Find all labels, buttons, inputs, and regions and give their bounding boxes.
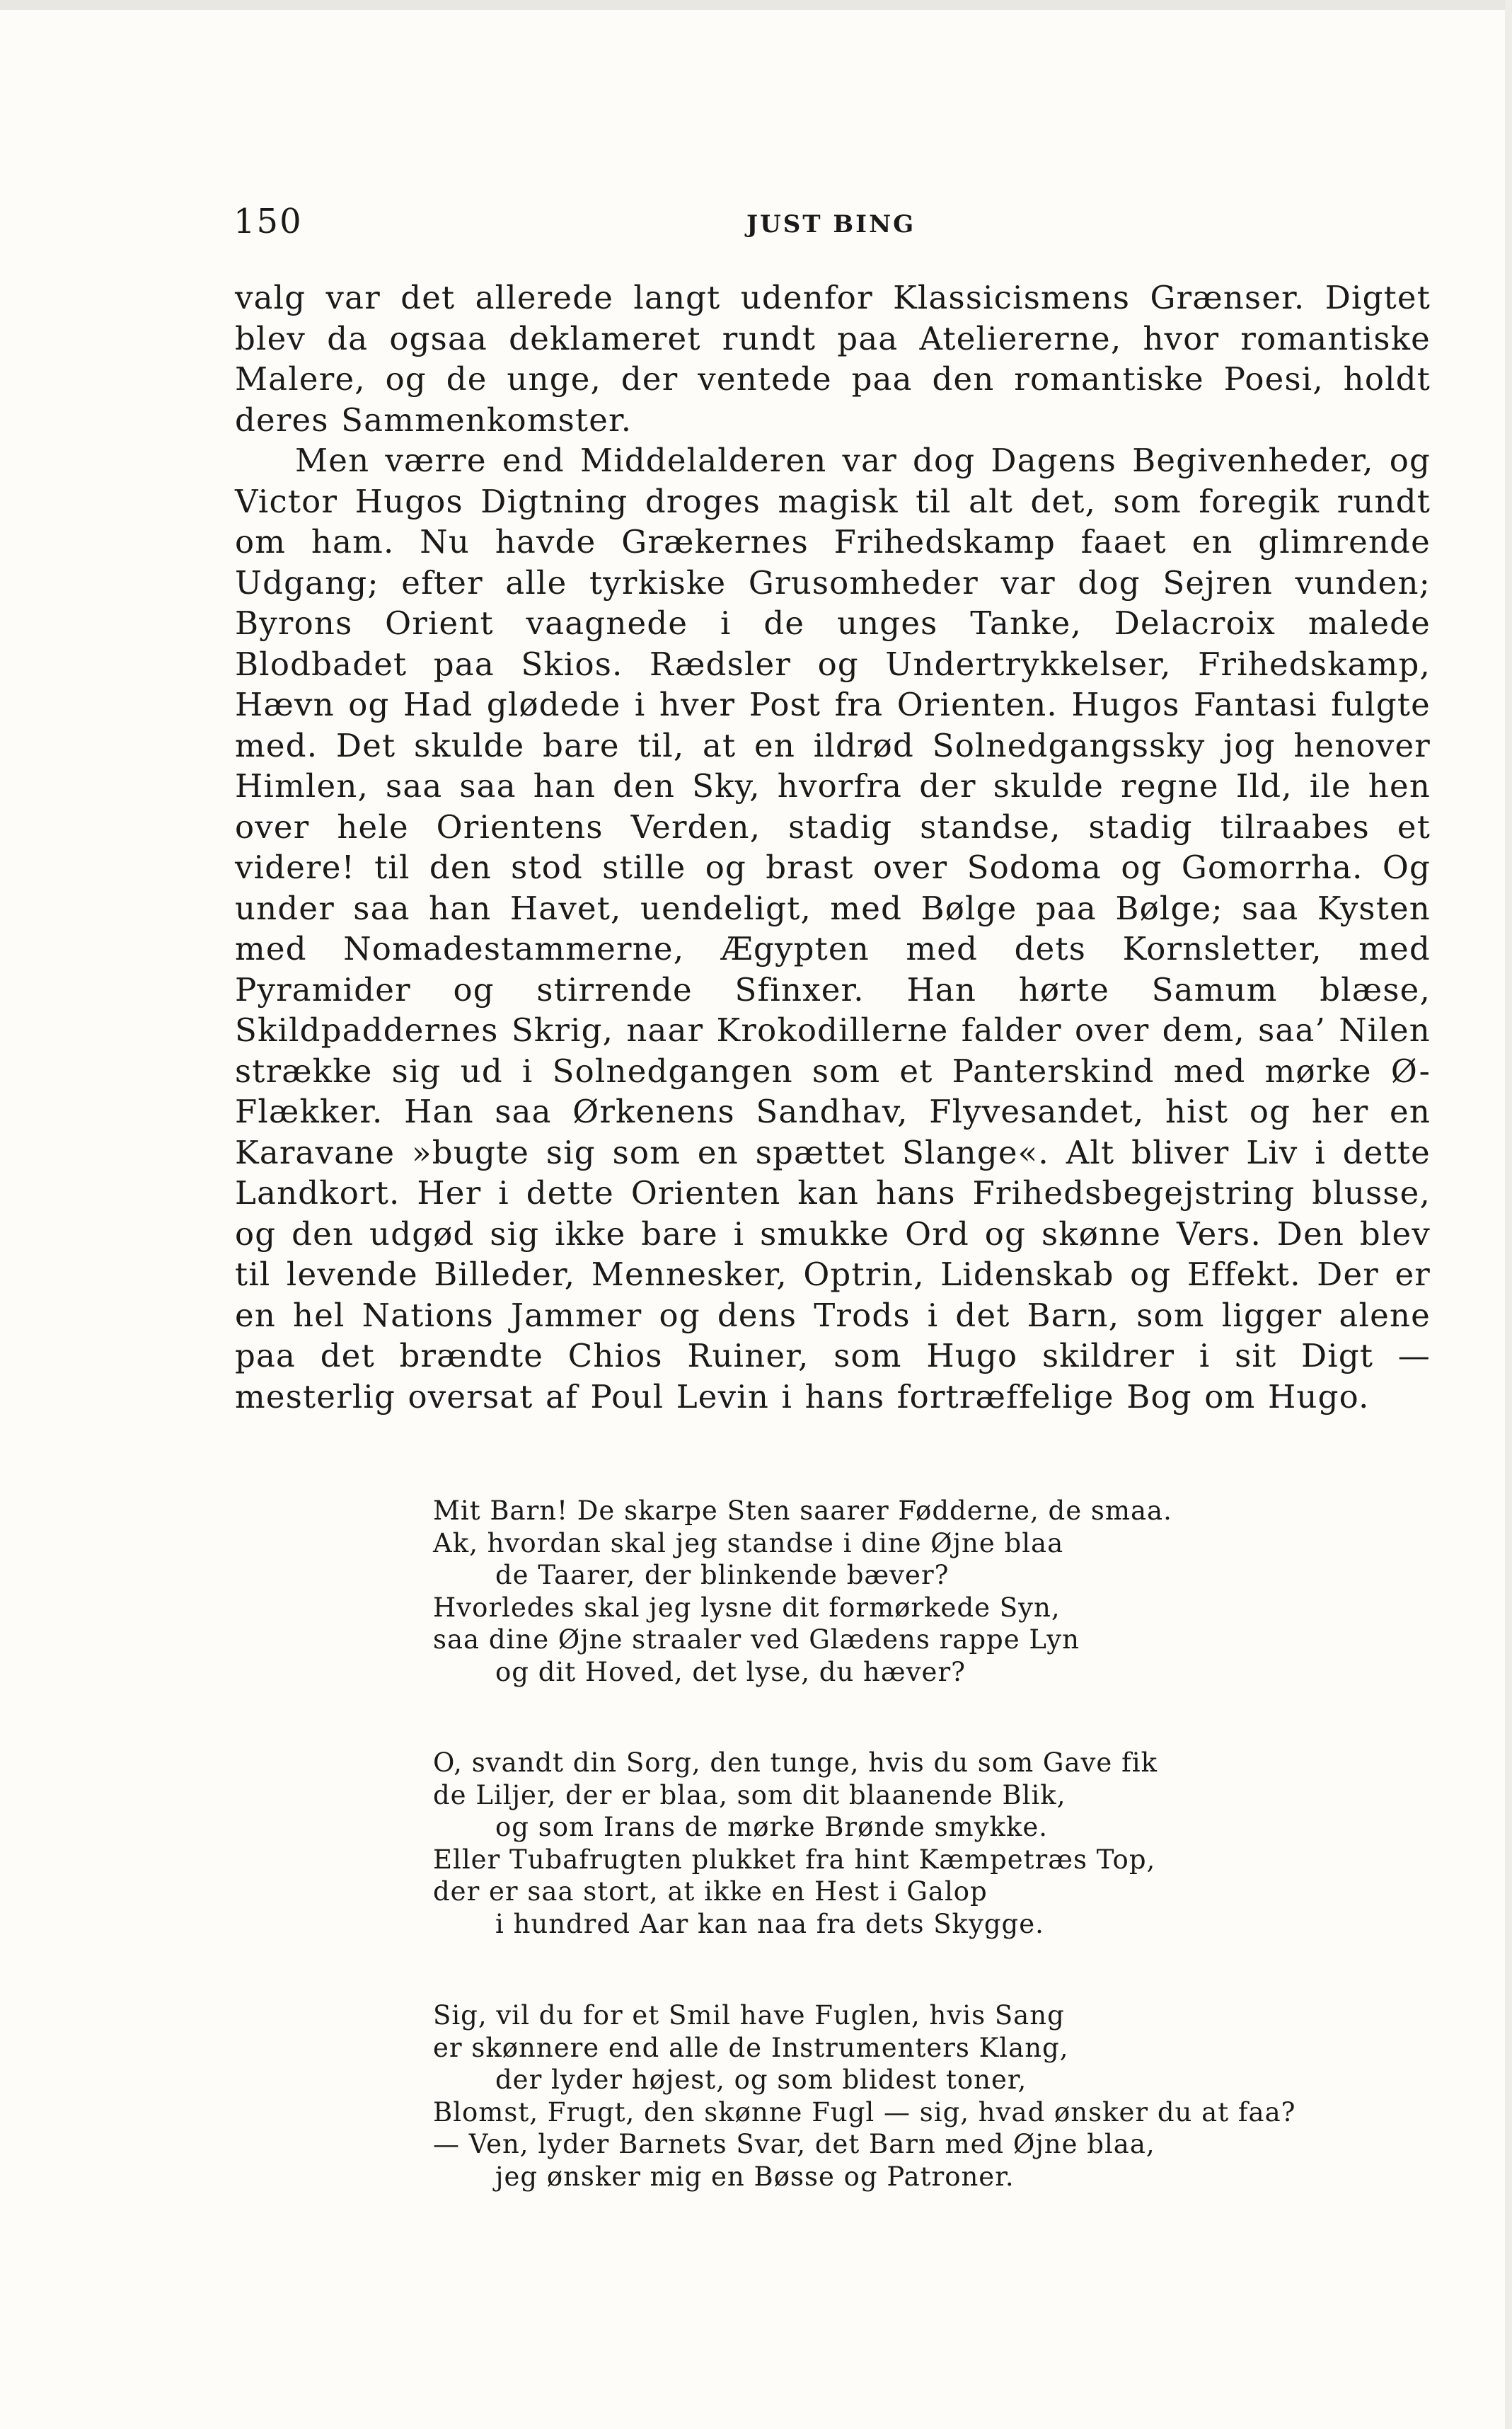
paragraph-2: Men værre end Middelalderen var dog Dagens Begivenheder, og Victor Hugos Digtning droges magisk til alt det, som foregik rundt om ham. Nu havde Grækernes Frihedskamp faaet en glimrende Udgang; efter alle tyrkiske Grusomheder var dog Sejren vunden; Byrons Orient vaagnede i de unges Tanke, Delacroix malede Blodbadet paa Skios. Rædsler og Undertrykkelser, Frihedskamp, Hævn og Had glødede i hver Post fra Orienten. Hugos Fantasi fulgte med. Det skulde bare til, at en ildrød Solnedgangssky jog henover Himlen, saa saa han den Sky, hvorfra der skulde regne Ild, ile hen over hele Orientens Verden, stadig standse, stadig tilraabes et videre! til den stod stille og brast over Sodoma og Gomorrha. Og under saa han Havet, uendeligt, med Bølge paa Bølge; saa Kysten med Nomadestammerne, Ægypten med dets Kornsletter, med Pyramider og stirrende Sfinxer. Han hørte Samum blæse, Skildpaddernes Skrig, naar Krokodillerne falder over dem, saa’ Nilen strække sig ud i Solnedgangen som et Panterskind med mørke Ø-Flækker. Han saa Ørkenens Sandhav, Flyvesandet, hist og her en Karavane »bugte sig som en spættet Slange«. Alt bliver Liv i dette Landkort. Her i dette Orienten kan hans Frihedsbegejstring blusse, og den udgød sig ikke bare i smukke Ord og skønne Vers. Den blev til levende Billeder, Mennesker, Optrin, Lidenskab og Effekt. Der er en hel Nations Jammer og dens Trods i det Barn, som ligger alene paa det brændte Chios Ruiner, som Hugo skildrer i sit Digt — mesterlig oversat af Poul Levin i hans fortræffelige Bog om Hugo.	[235, 442, 1431, 1416]
running-head	[233, 202, 1436, 244]
poem-line: saa dine Øjne straaler ved Glædens rappe Lyn	[433, 1624, 1080, 1655]
poem-line: — Ven, lyder Barnets Svar, det Barn med Øjne blaa,	[433, 2129, 1155, 2159]
poem-line-indented: og som Irans de mørke Brønde smykke.	[495, 1812, 1049, 1842]
poem-line: Eller Tubafrugten plukket fra hint Kæmpetræs Top,	[433, 1844, 1156, 1875]
body-text	[235, 277, 1431, 1417]
poem-line: er skønnere end alle de Instrumenters Klang,	[433, 2032, 1069, 2063]
poem-line-indented: i hundred Aar kan naa fra dets Skygge.	[495, 1908, 1044, 1939]
poem-line: Ak, hvordan skal jeg standse i dine Øjne blaa	[433, 1527, 1064, 1558]
poem-line-indented: jeg ønsker mig en Bøsse og Patroner.	[495, 2161, 1015, 2192]
poem-line: O, svandt din Sorg, den tunge, hvis du som Gave fik	[433, 1747, 1158, 1778]
poem-line: Hvorledes skal jeg lysne dit formørkede Syn,	[433, 1592, 1061, 1623]
poem-stanza-2	[433, 1747, 1445, 1940]
paragraph-1: valg var det allerede langt udenfor Klassicismens Grænser. Digtet blev da ogsaa deklameret rundt paa Ateliererne, hvor romantiske Malere, og de unge, der ventede paa den romantiske Poesi, holdt deres Sammenkomster.	[235, 279, 1431, 439]
page-edge-right	[1505, 0, 1512, 2429]
poem-line: Blomst, Frugt, den skønne Fugl — sig, hvad ønsker du at faa?	[433, 2096, 1296, 2127]
poem-line-indented: og dit Hoved, det lyse, du hæver?	[495, 1656, 966, 1687]
poem-line: Mit Barn! De skarpe Sten saarer Fødderne, de smaa.	[433, 1495, 1172, 1526]
poem-line: de Liljer, der er blaa, som dit blaanende Blik,	[433, 1779, 1066, 1810]
poem-stanza-3	[433, 1999, 1445, 2193]
page-number: 150	[233, 202, 303, 241]
running-title: JUST BING	[746, 210, 916, 239]
poem-line: Sig, vil du for et Smil have Fuglen, hvis Sang	[433, 2000, 1065, 2031]
poem-line: der er saa stort, at ikke en Hest i Galop	[433, 1876, 988, 1907]
poem-line-indented: der lyder højest, og som blidest toner,	[495, 2065, 1027, 2095]
poem-stanza-1	[433, 1495, 1445, 1688]
page-edge-top	[0, 0, 1512, 10]
poem-line-indented: de Taarer, der blinkende bæver?	[495, 1560, 950, 1590]
